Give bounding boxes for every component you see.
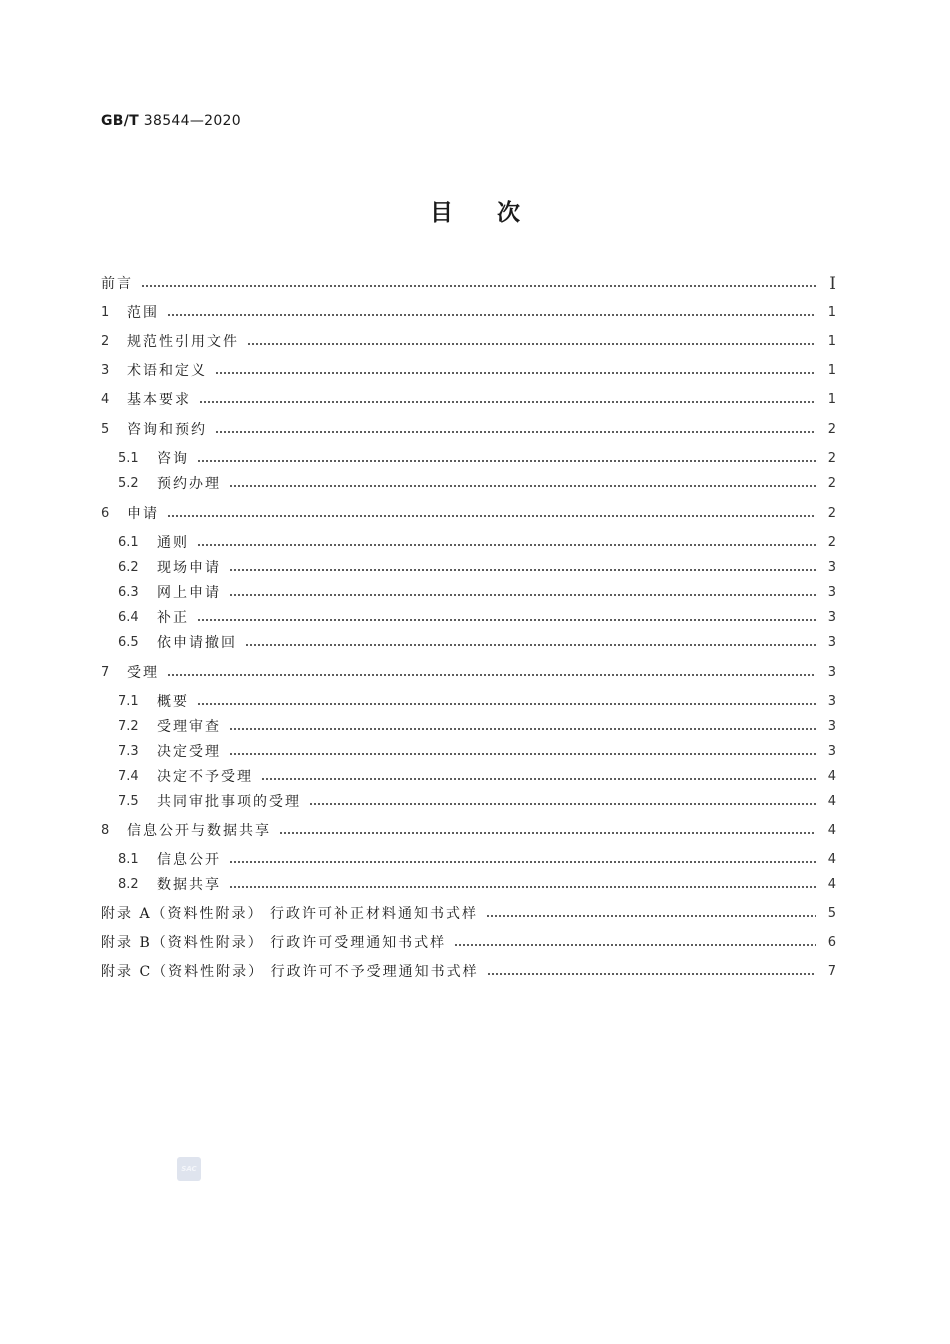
toc-entry-number: 7.3	[118, 744, 139, 759]
toc-entry-label: 受理审查	[157, 719, 221, 735]
toc-dot-leader	[309, 803, 816, 805]
toc-dot-leader	[199, 401, 816, 403]
toc-entry-page-number: 4	[827, 769, 836, 784]
toc-entry[interactable]	[118, 765, 836, 789]
toc-entry-number: 6	[101, 506, 110, 521]
toc-entry-page-number: 3	[827, 694, 836, 709]
toc-entry-label: 决定不予受理	[157, 769, 253, 785]
toc-entry-page-number: 3	[827, 560, 836, 575]
toc-entry-page-number: 3	[827, 744, 836, 759]
toc-entry[interactable]	[118, 790, 836, 814]
toc-entry-label: 附录 B（资料性附录） 行政许可受理通知书式样	[101, 935, 447, 951]
toc-dot-leader	[167, 314, 816, 316]
toc-entry-page-number: 3	[827, 585, 836, 600]
toc-entry[interactable]	[118, 472, 836, 496]
standard-code-number: 38544—2020	[143, 113, 241, 129]
toc-entry[interactable]	[118, 531, 836, 555]
toc-entry[interactable]	[118, 740, 836, 764]
toc-entry-number: 7.4	[118, 769, 139, 784]
toc-entry-label: 共同审批事项的受理	[157, 794, 301, 810]
toc-entry-label: 附录 A（资料性附录） 行政许可补正材料通知书式样	[101, 906, 479, 922]
toc-entry-page-number: 2	[827, 451, 836, 466]
toc-entry-number: 6.2	[118, 560, 139, 575]
toc-entry-page-number: 1	[827, 334, 836, 349]
toc-dot-leader	[229, 594, 816, 596]
toc-entry-label: 决定受理	[157, 744, 221, 760]
toc-entry-page-number: 6	[827, 935, 836, 950]
toc-entry-label: 规范性引用文件	[127, 334, 239, 350]
toc-entry-label: 前言	[101, 276, 133, 292]
toc-entry-number: 8	[101, 823, 110, 838]
toc-dot-leader	[215, 372, 816, 374]
toc-dot-leader	[197, 544, 816, 546]
page-title	[0, 194, 950, 227]
toc-dot-leader	[167, 674, 816, 676]
toc-entry[interactable]	[101, 819, 836, 843]
toc-dot-leader	[486, 915, 816, 917]
toc-entry[interactable]	[118, 447, 836, 471]
toc-entry[interactable]	[101, 301, 836, 325]
toc-entry-page-number: 2	[827, 422, 836, 437]
toc-entry-number: 8.1	[118, 852, 139, 867]
toc-entry-page-number: 3	[827, 610, 836, 625]
toc-entry-page-number: 4	[827, 823, 836, 838]
toc-entry[interactable]	[101, 418, 836, 442]
toc-entry-number: 7	[101, 665, 110, 680]
toc-entry-label: 咨询和预约	[127, 422, 207, 438]
toc-entry[interactable]	[101, 388, 836, 412]
toc-entry-number: 5	[101, 422, 110, 437]
toc-entry-label: 补正	[157, 610, 189, 626]
toc-entry[interactable]	[118, 556, 836, 580]
toc-dot-leader	[247, 343, 816, 345]
toc-dot-leader	[229, 569, 816, 571]
toc-entry[interactable]	[101, 931, 836, 955]
toc-entry-label: 现场申请	[157, 560, 221, 576]
standard-code-prefix: GB/T	[101, 113, 140, 129]
toc-entry-label: 概要	[157, 694, 189, 710]
toc-entry[interactable]	[118, 848, 836, 872]
toc-entry-label: 预约办理	[157, 476, 221, 492]
toc-entry-label: 受理	[127, 665, 159, 681]
toc-entry[interactable]	[118, 631, 836, 655]
toc-entry-label: 信息公开与数据共享	[127, 823, 271, 839]
toc-entry-number: 6.1	[118, 535, 139, 550]
toc-entry[interactable]	[101, 502, 836, 526]
toc-entry-number: 6.5	[118, 635, 139, 650]
toc-entry-page-number: 7	[827, 964, 836, 979]
toc-dot-leader	[197, 460, 816, 462]
toc-entry[interactable]	[101, 960, 836, 984]
toc-dot-leader	[279, 832, 816, 834]
toc-entry-page-number: 4	[827, 877, 836, 892]
toc-entry-label: 数据共享	[157, 877, 221, 893]
toc-dot-leader	[197, 703, 816, 705]
toc-entry-page-number: 2	[827, 506, 836, 521]
toc-entry-page-number: 4	[827, 852, 836, 867]
toc-entry-label: 基本要求	[127, 392, 191, 408]
toc-entry-number: 3	[101, 363, 110, 378]
toc-entry[interactable]	[101, 661, 836, 685]
toc-dot-leader	[229, 485, 816, 487]
toc-entry-number: 5.2	[118, 476, 139, 491]
toc-entry-page-number: 3	[827, 719, 836, 734]
toc-entry-page-number: 1	[827, 305, 836, 320]
toc-entry-page-number: 2	[827, 476, 836, 491]
toc-entry-label: 网上申请	[157, 585, 221, 601]
toc-dot-leader	[229, 728, 816, 730]
toc-entry[interactable]	[101, 359, 836, 383]
toc-entry-number: 6.4	[118, 610, 139, 625]
toc-dot-leader	[487, 973, 816, 975]
toc-entry[interactable]	[118, 606, 836, 630]
standard-code	[101, 113, 241, 129]
toc-entry-page-number: Ⅰ	[829, 274, 836, 294]
toc-entry-page-number: 1	[827, 363, 836, 378]
toc-entry-label: 术语和定义	[127, 363, 207, 379]
toc-entry-page-number: 2	[827, 535, 836, 550]
toc-entry-number: 5.1	[118, 451, 139, 466]
toc-entry-number: 7.5	[118, 794, 139, 809]
toc-entry-label: 附录 C（资料性附录） 行政许可不予受理通知书式样	[101, 964, 479, 980]
toc-entry[interactable]	[118, 581, 836, 605]
toc-entry[interactable]	[101, 902, 836, 926]
toc-entry[interactable]	[118, 873, 836, 897]
toc-dot-leader	[261, 778, 816, 780]
title-char-2: 次	[497, 200, 520, 226]
sac-logo-watermark: SAC	[177, 1157, 201, 1181]
toc-entry-number: 7.2	[118, 719, 139, 734]
toc-entry-number: 7.1	[118, 694, 139, 709]
toc-entry[interactable]	[118, 715, 836, 739]
toc-entry-label: 申请	[127, 506, 159, 522]
toc-entry-label: 咨询	[157, 451, 189, 467]
toc-entry[interactable]	[101, 272, 836, 296]
toc-dot-leader	[229, 861, 816, 863]
toc-dot-leader	[141, 285, 816, 287]
toc-entry[interactable]	[118, 690, 836, 714]
toc-dot-leader	[215, 431, 816, 433]
toc-entry-label: 依申请撤回	[157, 635, 237, 651]
toc-entry-page-number: 5	[827, 906, 836, 921]
toc-entry-page-number: 3	[827, 635, 836, 650]
toc-dot-leader	[454, 944, 816, 946]
toc-entry-page-number: 3	[827, 665, 836, 680]
toc-entry-number: 2	[101, 334, 110, 349]
toc-entry-number: 4	[101, 392, 110, 407]
toc-entry[interactable]	[101, 330, 836, 354]
toc-entry-number: 6.3	[118, 585, 139, 600]
toc-entry-label: 信息公开	[157, 852, 221, 868]
toc-dot-leader	[229, 753, 816, 755]
toc-dot-leader	[229, 886, 816, 888]
toc-entry-page-number: 4	[827, 794, 836, 809]
toc-dot-leader	[197, 619, 816, 621]
toc-entry-number: 8.2	[118, 877, 139, 892]
toc-entry-label: 范围	[127, 305, 159, 321]
toc-entry-label: 通则	[157, 535, 189, 551]
toc-dot-leader	[245, 644, 816, 646]
toc-entry-number: 1	[101, 305, 110, 320]
toc-entry-page-number: 1	[827, 392, 836, 407]
title-char-1: 目	[429, 200, 453, 226]
toc-dot-leader	[167, 515, 816, 517]
